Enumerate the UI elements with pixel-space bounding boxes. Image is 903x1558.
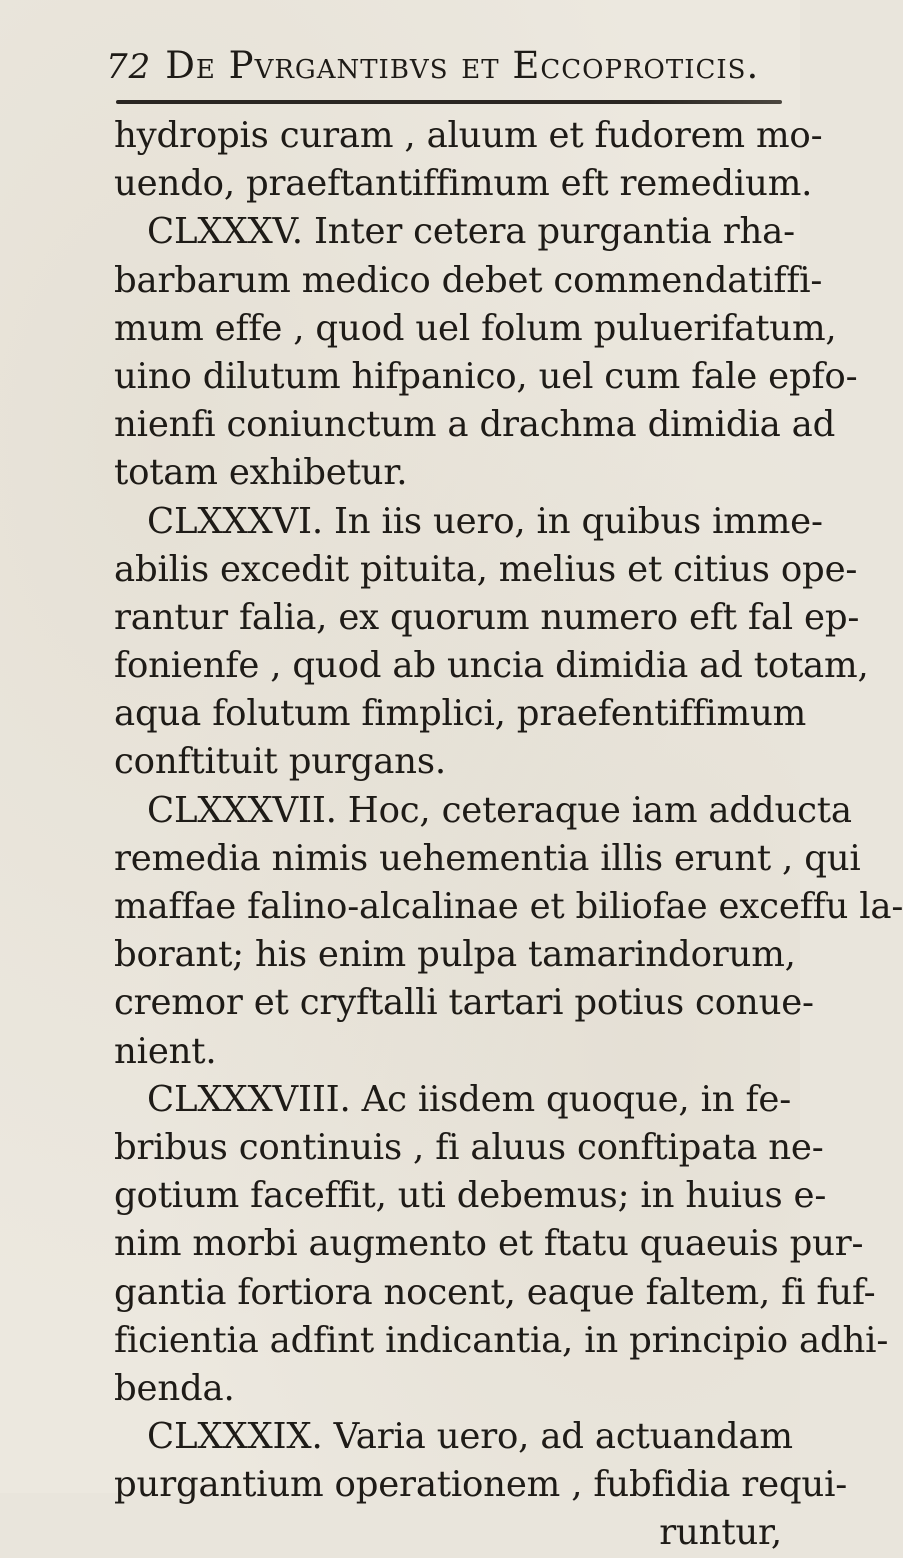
text-line: uendo, praeftantiffimum eft remedium.	[114, 163, 813, 205]
text-line: fonienfe , quod ab uncia dimidia ad totam,	[114, 645, 869, 687]
paragraph-start-clxxxvi: CLXXXVI. In iis uero, in quibus imme-	[147, 500, 823, 542]
text-line: totam exhibetur.	[114, 452, 408, 494]
text-line: abilis excedit pituita, melius et citius ope-	[114, 548, 858, 590]
running-head	[106, 44, 786, 96]
text-line: nienfi coniunctum a drachma dimidia ad	[114, 404, 836, 446]
text-line: aqua folutum fimplici, praefentiffimum	[114, 693, 807, 735]
paragraph-start-clxxxvii: CLXXXVII. Hoc, ceteraque iam adducta	[147, 789, 852, 831]
catchword-line: runtur,	[659, 1512, 782, 1554]
text-line: remedia nimis uehementia illis erunt , qui	[114, 837, 861, 879]
text-line: rantur falia, ex quorum numero eft fal ep-	[114, 596, 860, 638]
text-line: uino dilutum hifpanico, uel cum fale epfo-	[114, 355, 858, 397]
header-rule	[116, 100, 782, 104]
text-line: conftituit purgans.	[114, 741, 446, 783]
text-line: bribus continuis , fi aluus conftipata ne-	[114, 1126, 824, 1168]
text-line: mum effe , quod uel folum puluerifatum,	[114, 307, 837, 349]
text-line: borant; his enim pulpa tamarindorum,	[114, 934, 796, 976]
paragraph-start-clxxxix: CLXXXIX. Varia uero, ad actuandam	[147, 1416, 793, 1458]
text-line: nient.	[114, 1030, 217, 1072]
text-line: hydropis curam , aluum et fudorem mo-	[114, 115, 823, 156]
running-title: De Pvrgantibvs et Eccoproticis.	[165, 44, 760, 87]
paragraph-start-clxxxv: CLXXXV. Inter cetera purgantia rha-	[147, 211, 795, 253]
body-text	[114, 112, 903, 1558]
text-line: maffae falino-alcalinae et biliofae exceffu la-	[114, 886, 903, 927]
text-line: benda.	[114, 1367, 235, 1409]
page-number: 72	[106, 47, 152, 87]
text-line: gotium faceffit, uti debemus; in huius e-	[114, 1175, 827, 1217]
text-line: purgantium operationem , fubfidia requi-	[114, 1464, 848, 1506]
text-line: gantia fortiora nocent, eaque faltem, fi fuf-	[114, 1271, 876, 1313]
text-line: barbarum medico debet commendatiffi-	[114, 259, 823, 301]
text-line: cremor et cryftalli tartari potius conue-	[114, 982, 814, 1024]
text-line: nim morbi augmento et ftatu quaeuis pur-	[114, 1223, 864, 1265]
paragraph-start-clxxxviii: CLXXXVIII. Ac iisdem quoque, in fe-	[147, 1078, 792, 1120]
text-line: ficientia adfint indicantia, in principio adhi-	[114, 1319, 889, 1361]
